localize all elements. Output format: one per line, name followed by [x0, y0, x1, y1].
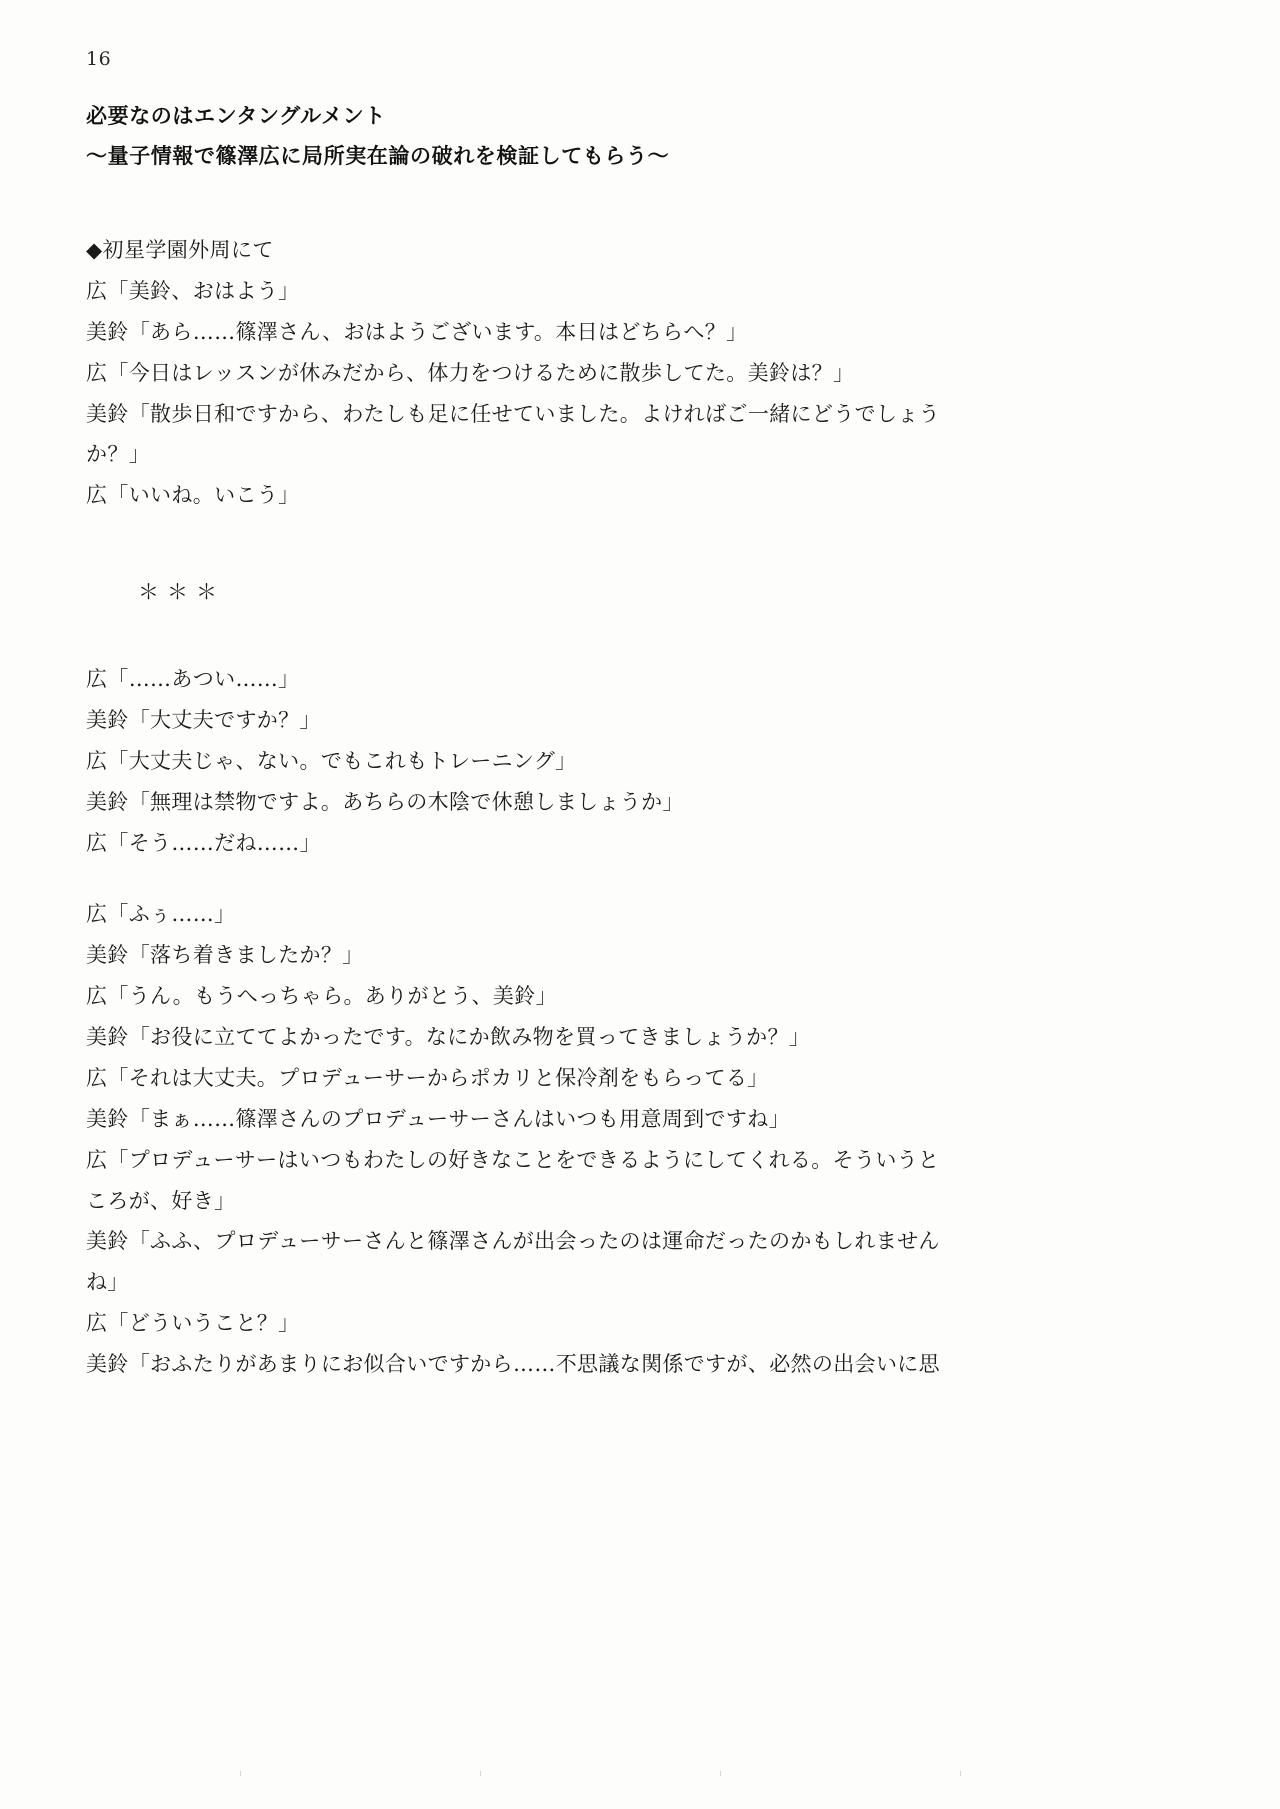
- dialogue-line: 美鈴「大丈夫ですか？」: [86, 708, 321, 733]
- dialogue-line: 美鈴「あら……篠澤さん、おはようございます。本日はどちらへ？」: [86, 319, 748, 344]
- dialogue-line: 美鈴「落ち着きましたか？」: [86, 942, 364, 967]
- page-number: 16: [86, 48, 112, 70]
- dialogue-line: 広「今日はレッスンが休みだから、体力をつけるために散歩してた。美鈴は？」: [86, 360, 855, 385]
- scene-section-2: [86, 659, 1116, 864]
- dialogue-line: 広「どういうこと？」: [86, 1311, 300, 1336]
- dialogue-line: か？」: [86, 442, 151, 467]
- footer-registration-marks: [0, 1771, 1280, 1781]
- document-title: 必要なのはエンタングルメント: [86, 103, 386, 128]
- dialogue-line: ね」: [86, 1270, 129, 1295]
- scene-section-3: [86, 894, 1116, 1385]
- dialogue-line: 広「プロデューサーはいつもわたしの好きなことをできるようにしてくれる。そういうと: [86, 1147, 940, 1172]
- dialogue-line: 美鈴「まぁ……篠澤さんのプロデューサーさんはいつも用意周到ですね」: [86, 1106, 790, 1131]
- section-divider: ＊＊＊: [138, 580, 225, 605]
- section-gap: [86, 516, 1116, 572]
- scene-section-1: [86, 230, 1116, 517]
- dialogue-line: 広「それは大丈夫。プロデューサーからポカリと保冷剤をもらってる」: [86, 1065, 769, 1090]
- dialogue-line: 美鈴「無理は禁物ですよ。あちらの木陰で休憩しましょうか」: [86, 790, 684, 815]
- dialogue-line: 広「ふぅ……」: [86, 901, 236, 926]
- section-gap: [86, 864, 1116, 894]
- section-gap: [86, 613, 1116, 659]
- dialogue-line: 広「いいね。いこう」: [86, 483, 300, 508]
- page-content: [86, 96, 1116, 1385]
- dialogue-line: 広「そう……だね……」: [86, 831, 321, 856]
- dialogue-line: ころが、好き」: [86, 1188, 236, 1213]
- dialogue-line: 美鈴「お役に立ててよかったです。なにか飲み物を買ってきましょうか？」: [86, 1024, 811, 1049]
- title-block: [86, 96, 1116, 176]
- document-subtitle: 〜量子情報で篠澤広に局所実在論の破れを検証してもらう〜: [86, 142, 670, 168]
- dialogue-line: 美鈴「おふたりがあまりにお似合いですから……不思議な関係ですが、必然の出会いに思: [86, 1352, 940, 1377]
- dialogue-line: 広「大丈夫じゃ、ない。でもこれもトレーニング」: [86, 749, 577, 774]
- dialogue-line: 広「……あつい……」: [86, 667, 300, 692]
- scene-heading: ◆初星学園外周にて: [86, 237, 274, 262]
- dialogue-line: 広「美鈴、おはよう」: [86, 278, 300, 303]
- dialogue-line: 美鈴「ふふ、プロデューサーさんと篠澤さんが出会ったのは運命だったのかもしれません: [86, 1229, 940, 1254]
- dialogue-line: 美鈴「散歩日和ですから、わたしも足に任せていました。よければご一緒にどうでしょう: [86, 401, 940, 426]
- dialogue-line: 広「うん。もうへっちゃら。ありがとう、美鈴」: [86, 983, 557, 1008]
